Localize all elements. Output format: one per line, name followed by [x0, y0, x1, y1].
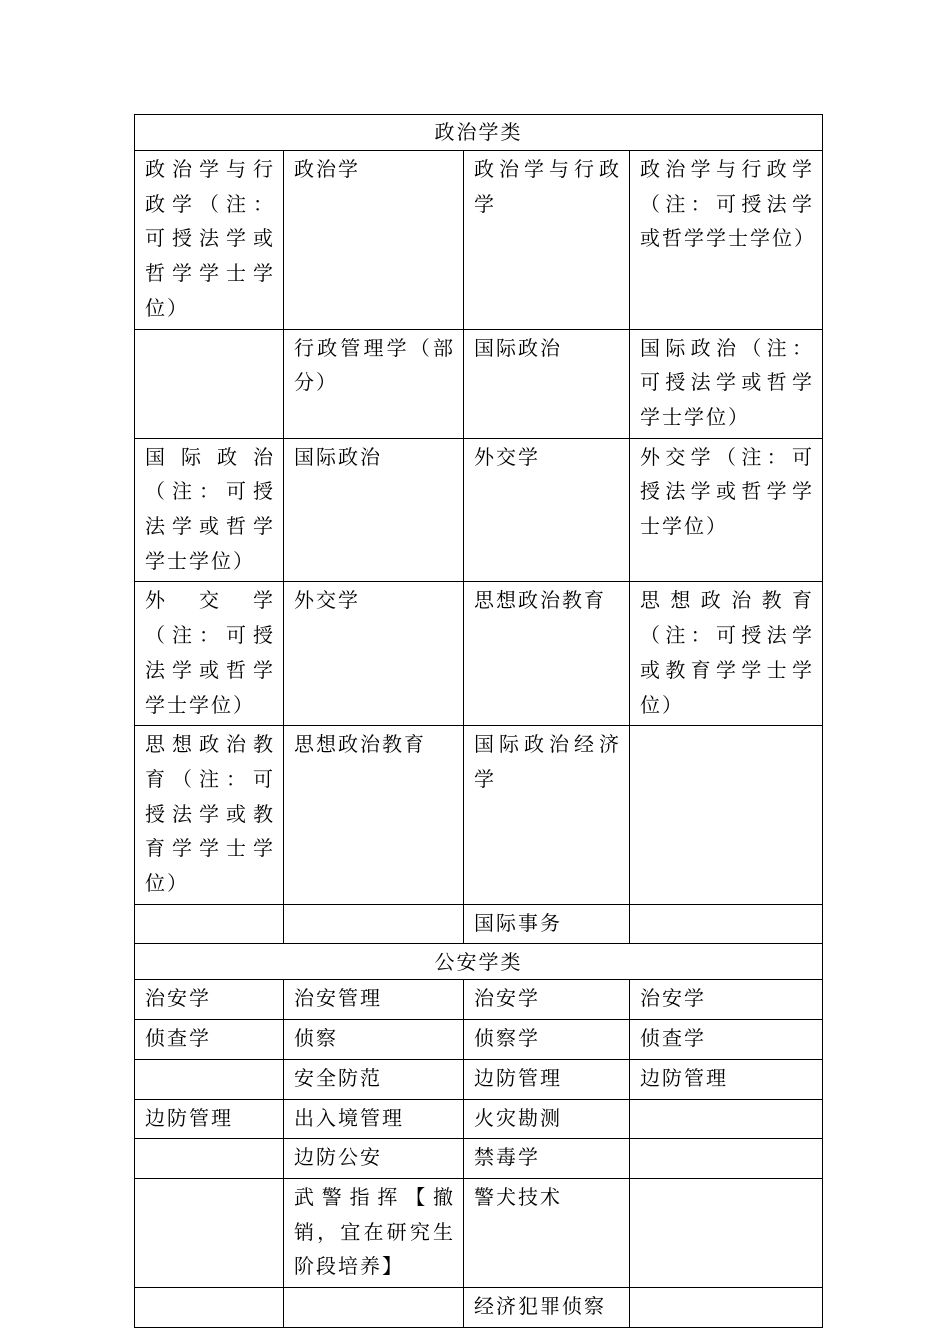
table-cell: 边防管理 — [630, 1059, 823, 1099]
section-header-public-security — [135, 944, 823, 980]
table-cell — [284, 1288, 464, 1328]
section-title: 公安学类 — [135, 944, 823, 980]
table-row — [135, 151, 823, 330]
table-cell: 火灾勘测 — [464, 1099, 630, 1139]
table-cell: 政治学 — [284, 151, 464, 330]
table-cell: 思想政治教育 — [284, 726, 464, 905]
table-cell — [630, 1139, 823, 1179]
table-cell: 政治学与行政学（注：可授法学或哲学学士学位） — [630, 151, 823, 330]
table-cell: 国际政治 — [284, 438, 464, 582]
table-cell: 边防公安 — [284, 1139, 464, 1179]
table-cell — [630, 1178, 823, 1287]
table-cell: 经济犯罪侦察 — [464, 1288, 630, 1328]
table-cell: 行政管理学（部分） — [284, 329, 464, 438]
section-header-politics — [135, 115, 823, 151]
table-cell: 禁毒学 — [464, 1139, 630, 1179]
table-cell: 国际政治 — [464, 329, 630, 438]
table-cell: 政治学与行政学 — [464, 151, 630, 330]
table-cell: 侦察 — [284, 1020, 464, 1060]
table-cell: 治安学 — [464, 980, 630, 1020]
table-row — [135, 1099, 823, 1139]
table-cell — [630, 1099, 823, 1139]
table-cell: 边防管理 — [464, 1059, 630, 1099]
table-cell: 出入境管理 — [284, 1099, 464, 1139]
table-cell — [135, 1139, 284, 1179]
major-catalog-table — [134, 114, 823, 1328]
table-row — [135, 726, 823, 905]
table-cell: 侦查学 — [135, 1020, 284, 1060]
table-row — [135, 1059, 823, 1099]
table-row — [135, 980, 823, 1020]
table-row — [135, 1020, 823, 1060]
table-cell — [135, 1059, 284, 1099]
table-row — [135, 329, 823, 438]
table-cell: 国际事务 — [464, 904, 630, 944]
table-cell: 国际政治（注：可授法学或哲学学士学位） — [135, 438, 284, 582]
table-cell — [135, 1288, 284, 1328]
table-cell: 治安管理 — [284, 980, 464, 1020]
table-cell: 外交学 — [464, 438, 630, 582]
table-cell: 思想政治教育（注：可授法学或教育学学士学位） — [630, 582, 823, 726]
table-cell: 思想政治教育 — [464, 582, 630, 726]
table-cell: 外交学（注：可授法学或哲学学士学位） — [135, 582, 284, 726]
table-cell: 治安学 — [135, 980, 284, 1020]
table-cell: 侦察学 — [464, 1020, 630, 1060]
table-row — [135, 1178, 823, 1287]
table-cell — [135, 329, 284, 438]
table-row — [135, 904, 823, 944]
table-cell — [630, 1288, 823, 1328]
table-row — [135, 1139, 823, 1179]
table-cell — [284, 904, 464, 944]
section-title: 政治学类 — [135, 115, 823, 151]
table-row — [135, 582, 823, 726]
table-cell: 政治学与行政学（注：可授法学或哲学学士学位） — [135, 151, 284, 330]
table-cell: 思想政治教育（注：可授法学或教育学学士学位） — [135, 726, 284, 905]
table-row — [135, 1288, 823, 1328]
table-cell: 警犬技术 — [464, 1178, 630, 1287]
table-cell: 国际政治（注：可授法学或哲学学士学位） — [630, 329, 823, 438]
table-cell: 武警指挥【撤销，宜在研究生阶段培养】 — [284, 1178, 464, 1287]
table-cell — [630, 726, 823, 905]
table-cell: 治安学 — [630, 980, 823, 1020]
table-cell: 侦查学 — [630, 1020, 823, 1060]
table-cell: 边防管理 — [135, 1099, 284, 1139]
table-cell — [135, 1178, 284, 1287]
table-cell — [630, 904, 823, 944]
table-cell: 安全防范 — [284, 1059, 464, 1099]
table-cell: 外交学 — [284, 582, 464, 726]
table-row — [135, 438, 823, 582]
table-cell — [135, 904, 284, 944]
table-cell: 外交学（注：可授法学或哲学学士学位） — [630, 438, 823, 582]
table-cell: 国际政治经济学 — [464, 726, 630, 905]
